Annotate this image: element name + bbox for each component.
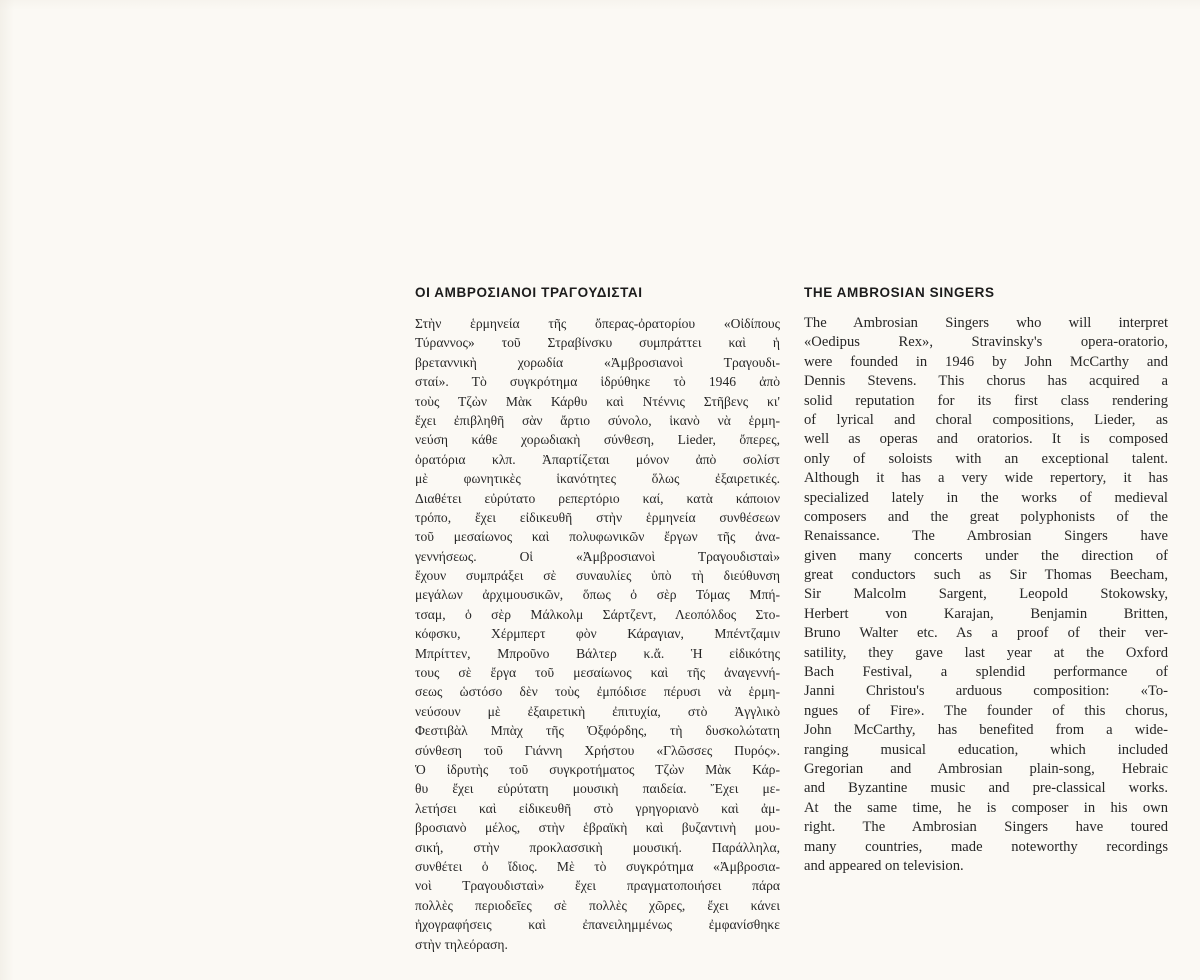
- english-text-line: solid reputation for its first class rendering: [804, 392, 1168, 409]
- english-text-line: well as operas and oratorios. It is composed: [804, 431, 1168, 448]
- greek-text-line: τους σὲ ἔργα τοῦ μεσαίωνος καὶ τῆς ἀναγεννή-: [415, 665, 780, 681]
- english-text-line: The Ambrosian Singers who will interpret: [804, 315, 1168, 331]
- english-text-line: Janni Christou's arduous composition: «To-: [804, 683, 1168, 700]
- english-text-line: Sir Malcolm Sargent, Leopold Stokowsky,: [804, 586, 1168, 603]
- greek-body-text: [415, 314, 780, 954]
- greek-text-line: Τύραννος» τοῦ Στραβίνσκυ συμπράττει καὶ ἡ: [415, 335, 780, 351]
- greek-text-line: κόφσκυ, Χέρμπερτ φὸν Κάραγιαν, Μπέντζαμιν: [415, 626, 780, 642]
- english-column: [804, 284, 1168, 876]
- english-text-line: were founded in 1946 by John McCarthy and: [804, 353, 1168, 370]
- greek-text-line: θυ ἔχει εὐρύτατη μουσικὴ παιδεία. Ἔχει με-: [415, 781, 780, 797]
- english-text-line: ngues of Fire». The founder of this chorus,: [804, 702, 1168, 719]
- english-text-line: Gregorian and Ambrosian plain-song, Hebraic: [804, 760, 1168, 777]
- greek-text-line: τοῦ μεσαίωνος καὶ πολυφωνικῶν ἔργων τῆς ἀνα-: [415, 529, 780, 545]
- english-text-line: Although it has a very wide repertory, it has: [804, 470, 1168, 487]
- greek-text-line: πολλὲς περιοδεῖες σὲ πολλὲς χῶρες, ἔχει κάνει: [415, 897, 780, 913]
- greek-text-line: ἔχουν συμπράξει σὲ συναυλίες ὑπὸ τὴ διεύθυνση: [415, 568, 780, 584]
- english-text-line: specialized lately in the works of medieval: [804, 489, 1168, 506]
- english-heading: THE AMBROSIAN SINGERS: [804, 285, 995, 300]
- english-text-line: John McCarthy, has benefited from a wide-: [804, 722, 1168, 739]
- greek-text-line: σύνθεση τοῦ Γιάννη Χρήστου «Γλῶσσες Πυρός».: [415, 742, 780, 758]
- english-text-line: great conductors such as Sir Thomas Beecham,: [804, 567, 1168, 584]
- greek-text-line: βροσιανὸ μέλος, στὴν ἑβραϊκὴ καὶ βυζαντινὴ μου-: [415, 820, 780, 836]
- english-text-line: right. The Ambrosian Singers have toured: [804, 819, 1168, 836]
- greek-text-line: στὴν τηλεόραση.: [415, 936, 508, 952]
- english-text-line: Renaissance. The Ambrosian Singers have: [804, 528, 1168, 545]
- greek-text-line: Ὁ ἱδρυτὴς τοῦ συγκροτήματος Τζὼν Μὰκ Κάρ-: [415, 761, 780, 777]
- greek-text-line: σική, στὴν προκλασσικὴ μουσική. Παράλληλα,: [415, 839, 780, 855]
- greek-heading: ΟΙ ΑΜΒΡΟΣΙΑΝΟΙ ΤΡΑΓΟΥΔΙΣΤΑΙ: [415, 285, 643, 300]
- greek-text-line: τοὺς Τζὼν Μὰκ Κάρθυ καὶ Ντέννις Στῆβενς κι': [415, 393, 780, 409]
- greek-text-line: λετήσει καὶ εἰδικευθῆ στὸ γρηγοριανὸ καὶ ἀμ-: [415, 800, 780, 816]
- english-text-line: Bach Festival, a splendid performance of: [804, 664, 1168, 681]
- greek-text-line: Διαθέτει εὐρύτατο ρεπερτόριο καί, κατὰ κάποιον: [415, 490, 780, 506]
- greek-text-line: νοὶ Τραγουδισταὶ» ἔχει πραγματοποιήσει πάρα: [415, 878, 780, 894]
- english-text-line: Herbert von Karajan, Benjamin Britten,: [804, 605, 1168, 622]
- english-text-line: composers and the great polyphonists of the: [804, 508, 1168, 525]
- greek-text-line: γεννήσεως. Οἱ «Ἀμβροσιανοὶ Τραγουδισταὶ»: [415, 548, 780, 564]
- greek-text-line: Μπρίττεν, Μπροῦνο Βάλτερ κ.ἄ. Ἡ εἰδικότης: [415, 645, 780, 661]
- greek-text-line: ἔχει ἐπιβληθῆ σὰν ἄρτιο σύνολο, ἱκανὸ νὰ ἑρμη-: [415, 412, 780, 428]
- greek-text-line: ἠχογραφήσεις καὶ ἐπανειλημμένως ἐμφανίσθηκε: [415, 917, 780, 933]
- greek-text-line: Στὴν ἑρμηνεία τῆς ὄπερας-ὀρατορίου «Οἰδίπους: [415, 316, 780, 331]
- greek-column: [415, 284, 780, 954]
- english-body-text: [804, 314, 1168, 876]
- greek-text-line: συνθέτει ὁ ἴδιος. Μὲ τὸ συγκρότημα «Ἀμβροσια-: [415, 858, 780, 874]
- english-text-line: and appeared on television.: [804, 857, 964, 874]
- greek-text-line: μεγάλων ἀρχιμουσικῶν, ὅπως ὁ σὲρ Τόμας Μπή-: [415, 587, 780, 603]
- english-text-line: ranging musical education, which included: [804, 741, 1168, 758]
- english-text-line: given many concerts under the direction of: [804, 547, 1168, 564]
- english-text-line: At the same time, he is composer in his own: [804, 799, 1168, 816]
- english-text-line: and Byzantine music and pre-classical works.: [804, 780, 1168, 797]
- greek-text-line: τρόπο, ἔχει εἰδικευθῆ στὴν ἑρμηνεία συνθέσεων: [415, 509, 780, 525]
- english-text-line: Bruno Walter etc. As a proof of their ver-: [804, 625, 1168, 642]
- greek-text-line: Φεστιβὰλ Μπὰχ τῆς Ὀξφόρδης, τὴ δυσκολώτατη: [415, 723, 780, 739]
- english-text-line: «Oedipus Rex», Stravinsky's opera-oratorio,: [804, 334, 1168, 351]
- english-text-line: many countries, made noteworthy recordings: [804, 838, 1168, 855]
- english-text-line: only of soloists with an exceptional talent.: [804, 450, 1168, 467]
- greek-text-line: μὲ φωνητικὲς ἱκανότητες ὅλως ἐξαιρετικές.: [415, 471, 780, 487]
- greek-text-line: σεως ὡστόσο δὲν τοὺς ἐμπόδισε πέρυσι νὰ ἑρμη-: [415, 684, 780, 700]
- english-text-line: satility, they gave last year at the Oxford: [804, 644, 1168, 661]
- english-text-line: Dennis Stevens. This chorus has acquired a: [804, 373, 1168, 390]
- greek-text-line: νεύσουν μὲ ἐξαιρετικὴ ἐπιτυχία, στὸ Ἀγγλικὸ: [415, 703, 780, 719]
- greek-text-line: τσαμ, ὁ σὲρ Μάλκολμ Σάρτζεντ, Λεοπόλδος Στο-: [415, 606, 780, 622]
- greek-text-line: ὀρατόρια κλπ. Ἀπαρτίζεται μόνον ἀπὸ σολίστ: [415, 451, 780, 467]
- greek-text-line: σταί». Τὸ συγκρότημα ἱδρύθηκε τὸ 1946 ἀπὸ: [415, 374, 780, 390]
- english-text-line: of lyrical and choral compositions, Lieder, as: [804, 411, 1168, 428]
- greek-text-line: βρεταννικὴ χορωδία «Ἀμβροσιανοὶ Τραγουδι-: [415, 354, 780, 370]
- greek-text-line: νεύση κάθε χορωδιακὴ σύνθεση, Lieder, ὄπερες,: [415, 432, 780, 448]
